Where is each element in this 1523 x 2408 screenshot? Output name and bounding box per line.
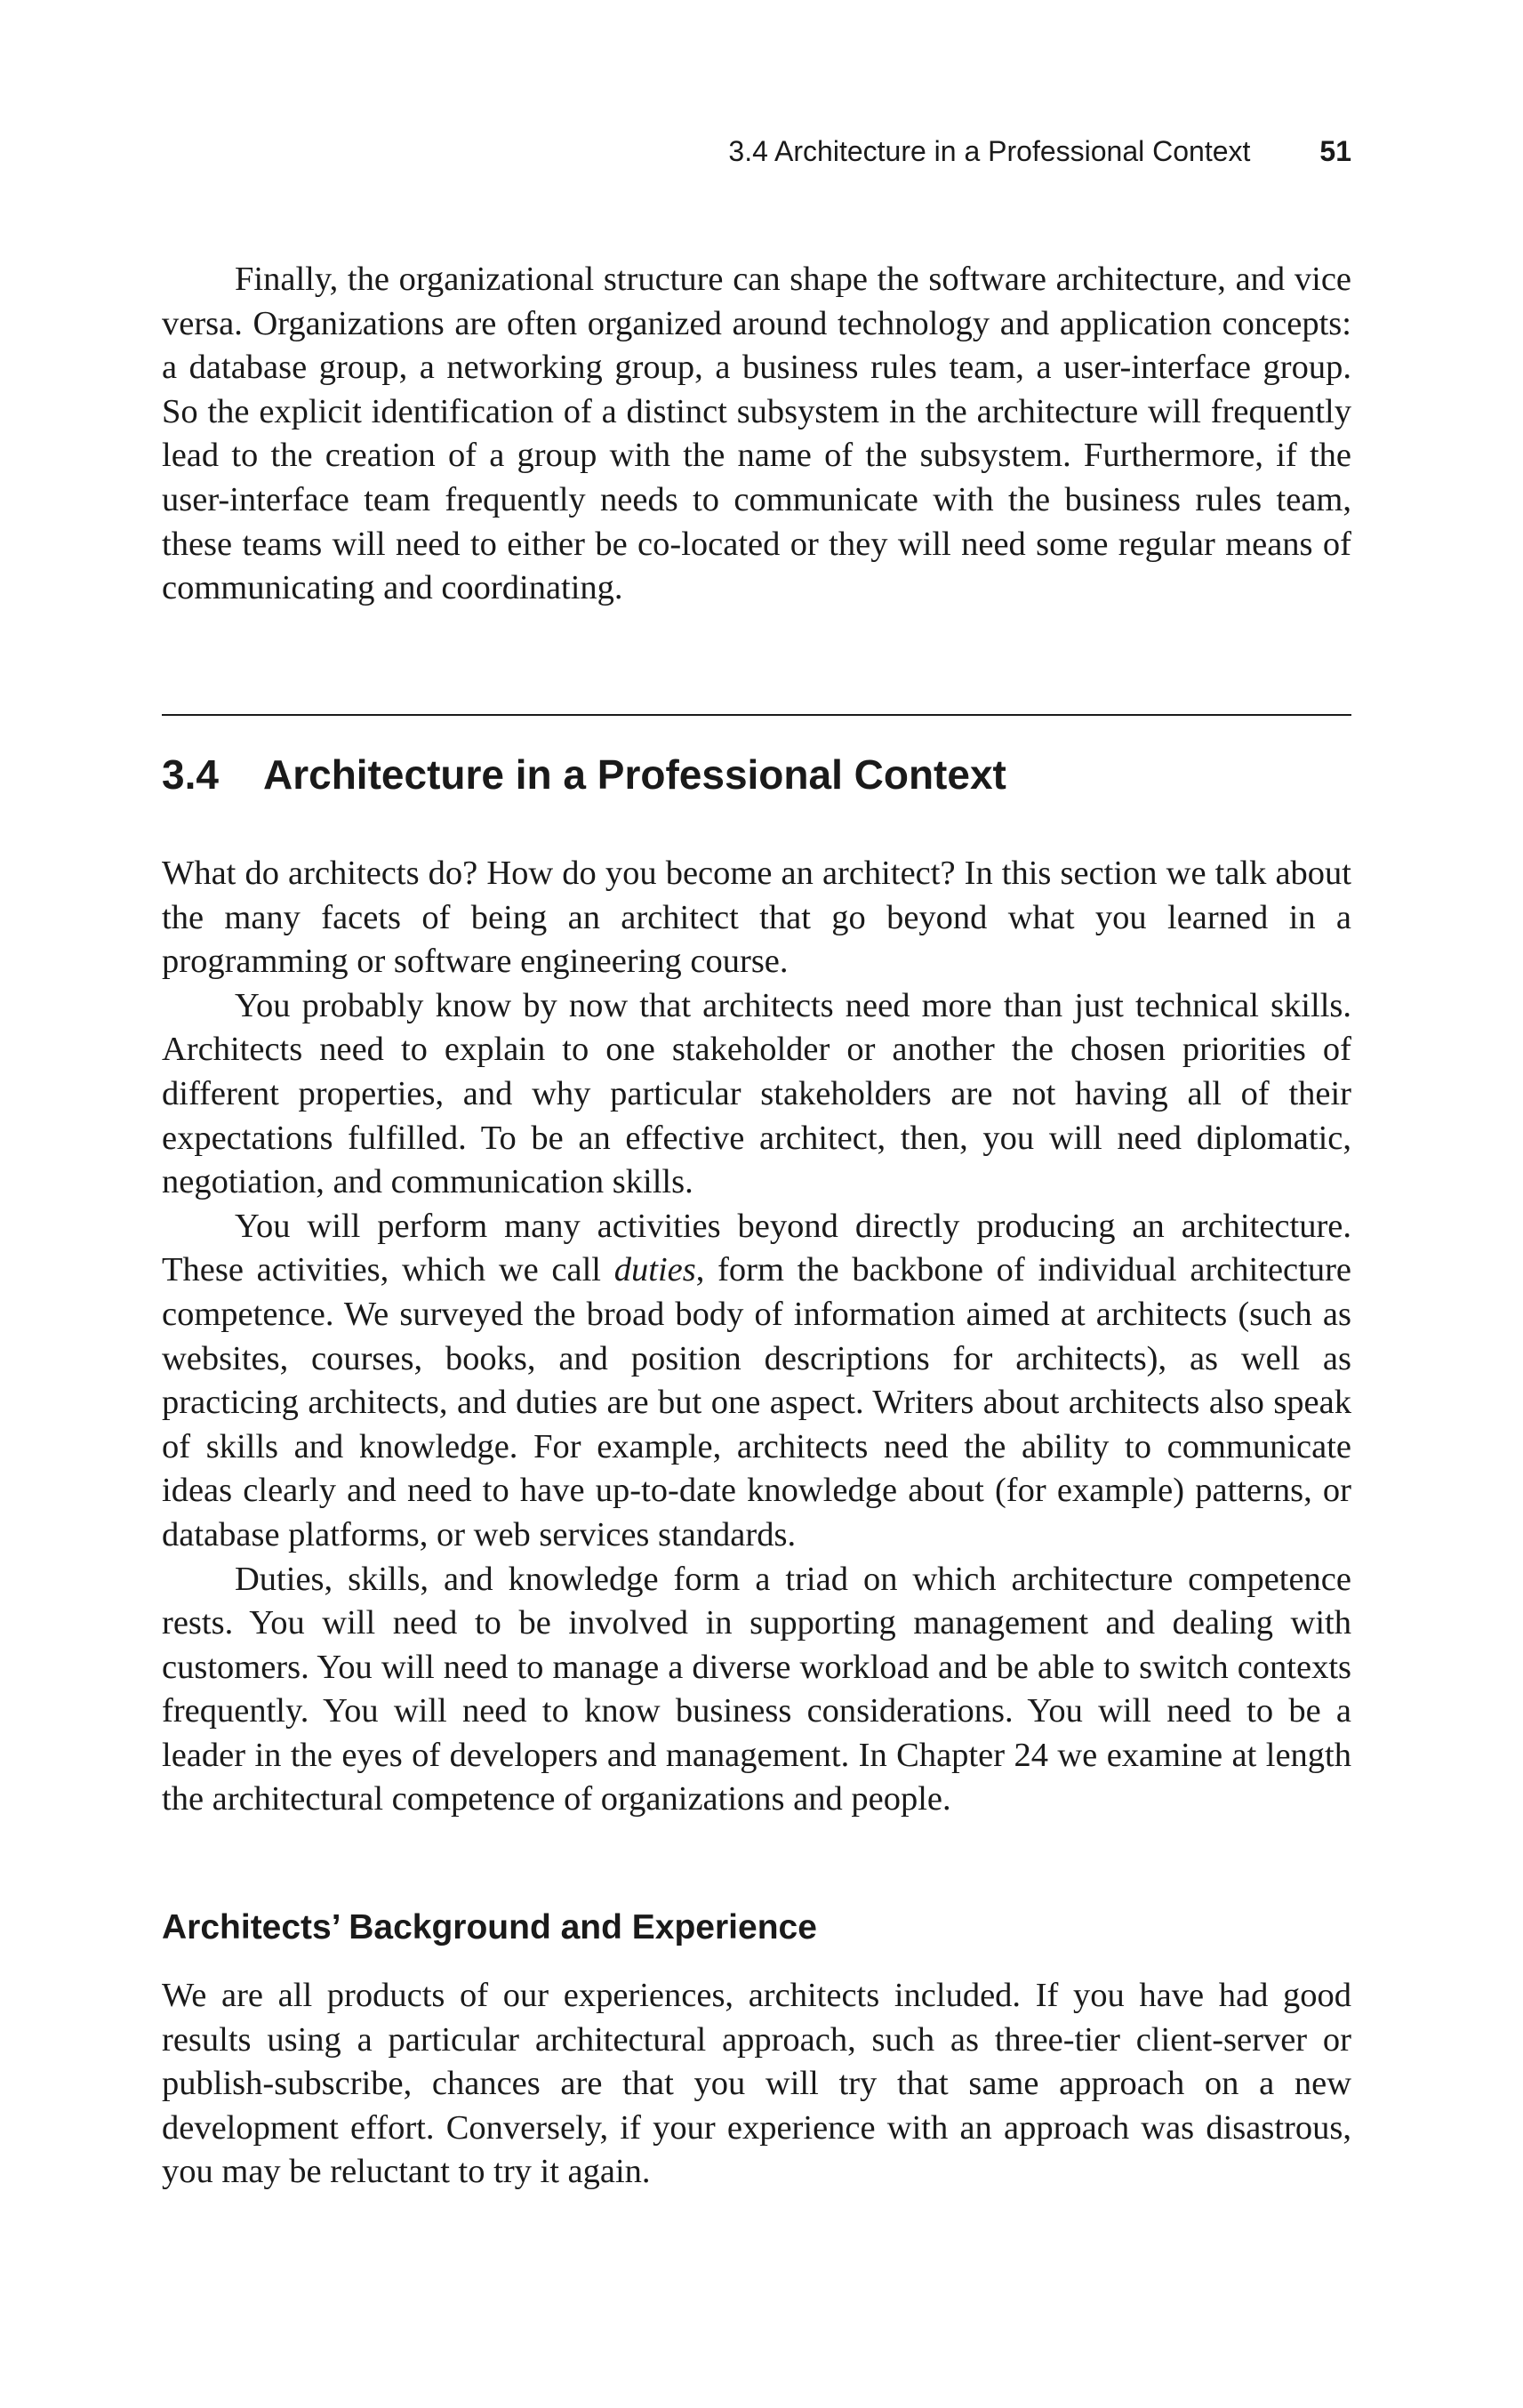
p3-text-before: You will perform many activities beyond directly producing an architecture. These activities, which we call <box>162 1207 1351 1289</box>
intro-text <box>162 258 1351 611</box>
section-divider <box>162 714 1351 716</box>
section-number: 3.4 <box>162 751 219 798</box>
running-head-title: 3.4 Architecture in a Professional Context <box>728 135 1251 167</box>
subsection-body <box>162 1974 1351 2195</box>
subsection-heading: Architects’ Background and Experience <box>162 1908 817 1946</box>
section-body <box>162 852 1351 1822</box>
page-number: 51 <box>1319 135 1351 167</box>
section-paragraph-3 <box>162 1205 1351 1558</box>
intro-paragraph: Finally, the organizational structure can shape the software architecture, and vice versa. Organizations are often organized around technology and application concepts: a database group, a networking group, a business rules team, a user-interface group. So the explicit identification of a distinct subsystem in the architecture will frequently lead to the creation of a group with the name of the subsystem. Furthermore, if the user-interface team frequently needs to communicate with the business rules team, these teams will need to either be co-located or they will need some regular means of communicating and coordinating. <box>162 261 1351 607</box>
section-title: Architecture in a Professional Context <box>263 751 1006 798</box>
subsection-paragraph-1: We are all products of our experiences, architects included. If you have had good results using a particular architectural approach, such as three-tier client-server or publish-subscribe, chances are that you will try that same approach on a new development effort. Conversely, if your experience with an approach was disastrous, you may be reluctant to try it again. <box>162 1977 1351 2191</box>
section-paragraph-1: What do architects do? How do you become an architect? In this section we talk about the many facets of being an architect that go beyond what you learned in a programming or software engineering course. <box>162 855 1351 981</box>
p3-text-after: , form the backbone of individual architecture competence. We surveyed the broad body of information aimed at architects (such as websites, courses, books, and position descriptions for architects), as well as practicing architects, and duties are but one aspect. Writers about architects also speak of skills and knowledge. For example, architects need the ability to communicate ideas clearly and need to have up-to-date knowledge about (for example) patterns, or database platforms, or web services standards. <box>162 1251 1351 1553</box>
section-paragraph-4: Duties, skills, and knowledge form a triad on which architecture competence rests. You will need to be involved in supporting management and dealing with customers. You will need to manage a diverse workload and be able to switch contexts frequently. You will need to know business considerations. You will need to be a leader in the eyes of developers and management. In Chapter 24 we examine at length the architectural competence of organizations and people. <box>162 1560 1351 1818</box>
section-paragraph-2: You probably know by now that architects need more than just technical skills. Architects need to explain to one stakeholder or another the chosen priorities of different properties, and why particular stakeholders are not having all of their expectations fulfilled. To be an effective architect, then, you will need diplomatic, negotiation, and communication skills. <box>162 986 1351 1201</box>
running-head <box>162 133 1351 169</box>
duties-emphasis: duties <box>613 1251 696 1289</box>
section-heading <box>162 750 1351 799</box>
